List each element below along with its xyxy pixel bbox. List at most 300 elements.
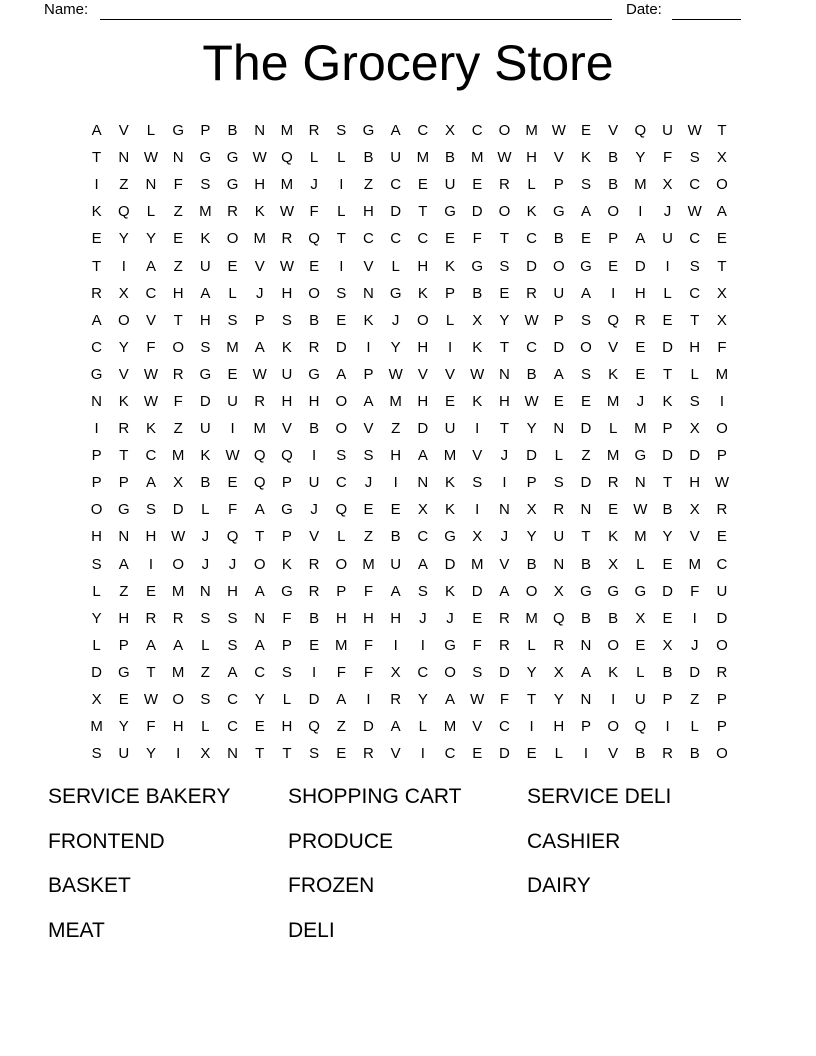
grid-letter: W bbox=[551, 122, 566, 140]
grid-letter: T bbox=[662, 474, 673, 492]
grid-letter: E bbox=[227, 474, 238, 492]
grid-letter: X bbox=[417, 501, 428, 519]
grid-letter: E bbox=[309, 257, 320, 275]
grid-letter: T bbox=[499, 230, 509, 248]
grid-letter: P bbox=[200, 122, 211, 140]
grid-letter: H bbox=[227, 582, 238, 600]
grid-letter: F bbox=[662, 149, 673, 167]
grid-letter: B bbox=[608, 609, 619, 627]
grid-letter: U bbox=[281, 365, 293, 383]
grid-letter: K bbox=[145, 420, 156, 438]
grid-letter: Z bbox=[173, 420, 183, 438]
grid-letter: N bbox=[498, 501, 510, 519]
grid-letter: K bbox=[472, 392, 483, 410]
grid-letter: R bbox=[308, 582, 320, 600]
grid-letter: D bbox=[335, 338, 347, 356]
grid-letter: O bbox=[525, 582, 538, 600]
grid-letter: A bbox=[91, 311, 102, 329]
grid-letter: G bbox=[580, 582, 592, 600]
grid-letter: X bbox=[635, 609, 646, 627]
grid-letter: X bbox=[662, 176, 673, 194]
grid-letter: K bbox=[363, 311, 374, 329]
grid-letter: I bbox=[230, 420, 235, 438]
grid-letter: A bbox=[254, 501, 265, 519]
grid-letter: X bbox=[118, 284, 129, 302]
word-list-column bbox=[48, 775, 230, 953]
grid-letter: T bbox=[527, 691, 537, 709]
grid-letter: V bbox=[309, 528, 320, 546]
grid-letter: C bbox=[417, 663, 429, 681]
grid-letter: R bbox=[662, 745, 673, 763]
grid-letter: V bbox=[254, 257, 265, 275]
grid-letter: Q bbox=[552, 609, 565, 627]
grid-letter: T bbox=[499, 338, 509, 356]
grid-letter: I bbox=[665, 718, 670, 736]
grid-letter: X bbox=[553, 582, 564, 600]
grid-letter: V bbox=[363, 420, 374, 438]
grid-letter: Y bbox=[118, 338, 129, 356]
grid-letter: P bbox=[716, 691, 727, 709]
grid-letter: H bbox=[417, 392, 429, 410]
grid-letter: P bbox=[608, 230, 619, 248]
grid-letter: P bbox=[336, 582, 347, 600]
grid-letter: T bbox=[92, 257, 102, 275]
grid-letter: J bbox=[419, 609, 427, 627]
grid-letter: Q bbox=[281, 447, 293, 465]
grid-letter: U bbox=[227, 392, 238, 410]
grid-letter: K bbox=[281, 555, 292, 573]
grid-letter: X bbox=[689, 420, 700, 438]
grid-letter: D bbox=[526, 257, 538, 275]
grid-letter: R bbox=[308, 555, 320, 573]
grid-letter: O bbox=[607, 636, 619, 654]
grid-letter: C bbox=[471, 122, 483, 140]
grid-letter: R bbox=[716, 663, 728, 681]
grid-letter: G bbox=[117, 501, 130, 519]
grid-letter: X bbox=[689, 501, 700, 519]
grid-letter: R bbox=[308, 122, 320, 140]
grid-letter: M bbox=[171, 447, 185, 465]
grid-letter: L bbox=[337, 203, 346, 221]
grid-letter: N bbox=[254, 122, 266, 140]
grid-letter: T bbox=[282, 745, 292, 763]
grid-letter: X bbox=[445, 122, 456, 140]
grid-letter: S bbox=[580, 311, 591, 329]
page-title: The Grocery Store bbox=[202, 35, 614, 91]
grid-letter: N bbox=[498, 365, 510, 383]
grid-letter: A bbox=[145, 257, 156, 275]
word-list-item: MEAT bbox=[48, 918, 105, 942]
grid-letter: J bbox=[500, 447, 509, 465]
grid-letter: H bbox=[526, 149, 538, 167]
grid-letter: G bbox=[226, 176, 239, 194]
grid-letter: Q bbox=[308, 230, 320, 248]
grid-letter: D bbox=[471, 203, 483, 221]
grid-letter: Q bbox=[634, 718, 647, 736]
grid-letter: G bbox=[471, 257, 484, 275]
grid-letter: D bbox=[526, 447, 538, 465]
grid-letter: Z bbox=[391, 420, 401, 438]
grid-letter: O bbox=[335, 555, 348, 573]
grid-letter: S bbox=[227, 609, 238, 627]
grid-letter: O bbox=[172, 555, 184, 573]
word-list-item: FROZEN bbox=[288, 874, 375, 898]
grid-letter: O bbox=[716, 745, 728, 763]
grid-letter: K bbox=[445, 257, 456, 275]
grid-letter: F bbox=[282, 609, 292, 627]
grid-letter: L bbox=[146, 203, 156, 221]
grid-letter: Z bbox=[363, 176, 374, 194]
grid-letter: E bbox=[662, 555, 673, 573]
grid-letter: I bbox=[312, 447, 317, 465]
grid-letter: G bbox=[444, 528, 456, 546]
grid-letter: F bbox=[363, 636, 374, 654]
grid-letter: S bbox=[417, 582, 428, 600]
grid-letter: D bbox=[417, 420, 429, 438]
grid-letter: X bbox=[173, 474, 184, 492]
grid-letter: C bbox=[363, 230, 374, 248]
grid-letter: O bbox=[498, 122, 511, 140]
grid-letter: F bbox=[363, 582, 374, 600]
grid-letter: P bbox=[118, 474, 129, 492]
grid-letter: P bbox=[281, 528, 292, 546]
grid-letter: S bbox=[227, 636, 238, 654]
grid-letter: J bbox=[446, 609, 454, 627]
grid-letter: P bbox=[118, 636, 129, 654]
grid-letter: A bbox=[390, 122, 401, 140]
grid-letter: R bbox=[498, 636, 510, 654]
grid-letter: Q bbox=[226, 528, 239, 546]
grid-letter: H bbox=[417, 338, 429, 356]
grid-letter: E bbox=[608, 501, 619, 519]
grid-letter: V bbox=[499, 555, 510, 573]
grid-letter: E bbox=[118, 691, 129, 709]
grid-letter: C bbox=[254, 663, 266, 681]
grid-letter: M bbox=[525, 122, 538, 140]
grid-letter: C bbox=[91, 338, 103, 356]
grid-letter: S bbox=[689, 392, 700, 410]
grid-letter: I bbox=[502, 474, 507, 492]
grid-letter: C bbox=[335, 474, 347, 492]
grid-letter: R bbox=[227, 203, 238, 221]
grid-letter: W bbox=[470, 365, 485, 383]
grid-letter: S bbox=[553, 474, 564, 492]
grid-letter: C bbox=[498, 718, 510, 736]
grid-letter: U bbox=[662, 230, 673, 248]
grid-letter: J bbox=[391, 311, 400, 329]
grid-letter: P bbox=[553, 176, 564, 194]
grid-letter: J bbox=[201, 555, 210, 573]
grid-letter: Y bbox=[390, 338, 401, 356]
grid-letter: J bbox=[690, 636, 699, 654]
grid-letter: R bbox=[607, 474, 619, 492]
grid-letter: H bbox=[689, 474, 701, 492]
grid-letter: R bbox=[553, 636, 565, 654]
grid-letter: M bbox=[335, 636, 348, 654]
grid-letter: V bbox=[118, 365, 129, 383]
grid-letter: E bbox=[472, 176, 483, 194]
grid-letter: S bbox=[580, 176, 591, 194]
grid-letter: B bbox=[580, 609, 591, 627]
grid-letter: F bbox=[363, 663, 374, 681]
grid-letter: D bbox=[363, 718, 374, 736]
grid-letter: L bbox=[201, 636, 210, 654]
grid-letter: M bbox=[634, 176, 647, 194]
grid-letter: L bbox=[554, 745, 563, 763]
grid-letter: L bbox=[391, 257, 400, 275]
grid-letter: X bbox=[472, 311, 483, 329]
grid-letter: I bbox=[339, 176, 344, 194]
grid-letter: A bbox=[580, 284, 591, 302]
grid-letter: S bbox=[336, 122, 347, 140]
grid-letter: D bbox=[444, 555, 456, 573]
grid-letter: Y bbox=[635, 149, 646, 167]
grid-letter: L bbox=[636, 555, 645, 573]
grid-letter: Y bbox=[145, 230, 156, 248]
grid-letter: F bbox=[173, 176, 183, 194]
grid-letter: C bbox=[417, 122, 429, 140]
grid-letter: M bbox=[90, 718, 103, 736]
grid-letter: F bbox=[146, 718, 156, 736]
grid-letter: J bbox=[500, 528, 509, 546]
grid-letter: P bbox=[281, 474, 292, 492]
grid-letter: N bbox=[553, 420, 565, 438]
grid-letter: H bbox=[281, 392, 293, 410]
grid-letter: I bbox=[94, 176, 99, 194]
grid-letter: R bbox=[498, 176, 510, 194]
grid-letter: I bbox=[475, 420, 480, 438]
grid-letter: N bbox=[199, 582, 211, 600]
grid-letter: B bbox=[580, 555, 591, 573]
grid-letter: I bbox=[447, 338, 453, 356]
grid-letter: G bbox=[634, 582, 647, 600]
grid-letter: M bbox=[634, 528, 647, 546]
grid-letter: N bbox=[580, 691, 592, 709]
grid-letter: I bbox=[420, 745, 425, 763]
grid-letter: Q bbox=[607, 311, 619, 329]
grid-letter: D bbox=[498, 663, 510, 681]
grid-letter: C bbox=[526, 338, 538, 356]
grid-letter: Z bbox=[173, 203, 183, 221]
grid-letter: M bbox=[280, 122, 294, 140]
word-list-column bbox=[288, 775, 461, 953]
grid-letter: L bbox=[690, 365, 699, 383]
grid-letter: T bbox=[92, 149, 102, 167]
grid-letter: I bbox=[339, 257, 344, 275]
grid-letter: R bbox=[308, 338, 320, 356]
grid-letter: U bbox=[634, 691, 646, 709]
grid-letter: C bbox=[227, 691, 238, 709]
grid-letter: K bbox=[445, 501, 456, 519]
grid-letter: A bbox=[716, 203, 727, 221]
grid-letter: T bbox=[499, 420, 509, 438]
grid-letter: A bbox=[145, 636, 156, 654]
grid-letter: W bbox=[388, 365, 403, 383]
grid-letter: I bbox=[665, 257, 670, 275]
grid-letter: H bbox=[553, 718, 565, 736]
grid-letter: S bbox=[363, 447, 374, 465]
grid-letter: V bbox=[472, 718, 483, 736]
grid-letter: H bbox=[417, 257, 429, 275]
grid-letter: T bbox=[690, 311, 700, 329]
grid-letter: S bbox=[336, 284, 347, 302]
grid-letter: C bbox=[689, 284, 701, 302]
grid-letter: P bbox=[716, 718, 727, 736]
grid-letter: Y bbox=[499, 311, 510, 329]
grid-letter: X bbox=[553, 663, 564, 681]
grid-letter: L bbox=[527, 176, 536, 194]
grid-letter: H bbox=[363, 609, 374, 627]
grid-letter: W bbox=[714, 474, 729, 492]
grid-letter: W bbox=[143, 365, 159, 383]
grid-letter: G bbox=[362, 122, 375, 140]
grid-letter: O bbox=[580, 338, 592, 356]
grid-letter: N bbox=[172, 149, 184, 167]
grid-letter: W bbox=[252, 149, 267, 167]
grid-letter: S bbox=[91, 555, 102, 573]
grid-letter: D bbox=[471, 582, 483, 600]
grid-letter: E bbox=[580, 230, 591, 248]
grid-letter: G bbox=[308, 365, 320, 383]
grid-letter: B bbox=[553, 230, 564, 248]
grid-letter: M bbox=[416, 149, 430, 167]
grid-letter: O bbox=[172, 691, 184, 709]
grid-letter: N bbox=[417, 474, 429, 492]
grid-letter: R bbox=[498, 609, 510, 627]
grid-letter: G bbox=[444, 636, 456, 654]
grid-letter: E bbox=[417, 176, 428, 194]
grid-letter: B bbox=[363, 149, 374, 167]
grid-letter: Q bbox=[281, 149, 293, 167]
grid-letter: R bbox=[91, 284, 103, 302]
grid-letter: G bbox=[172, 122, 184, 140]
grid-letter: D bbox=[553, 338, 565, 356]
grid-letter: F bbox=[146, 338, 156, 356]
grid-letter: G bbox=[281, 582, 293, 600]
grid-letter: A bbox=[91, 122, 102, 140]
grid-letter: E bbox=[336, 311, 347, 329]
grid-letter: H bbox=[172, 718, 184, 736]
grid-letter: X bbox=[716, 149, 727, 167]
grid-letter: C bbox=[390, 230, 402, 248]
grid-letter: D bbox=[689, 447, 701, 465]
grid-letter: B bbox=[309, 609, 320, 627]
grid-letter: Y bbox=[526, 420, 537, 438]
grid-letter: V bbox=[689, 528, 700, 546]
grid-letter: V bbox=[417, 365, 428, 383]
grid-letter: C bbox=[417, 528, 429, 546]
grid-letter: Y bbox=[526, 663, 537, 681]
grid-letter: I bbox=[692, 609, 697, 627]
grid-letter: Z bbox=[581, 447, 591, 465]
grid-letter: U bbox=[662, 122, 673, 140]
grid-letter: H bbox=[199, 311, 211, 329]
grid-letter: M bbox=[606, 447, 620, 465]
grid-letter: J bbox=[636, 392, 645, 410]
grid-letter: Y bbox=[417, 691, 428, 709]
grid-letter: D bbox=[716, 609, 728, 627]
grid-letter: M bbox=[362, 555, 375, 573]
grid-letter: P bbox=[91, 447, 102, 465]
grid-letter: L bbox=[636, 663, 645, 681]
grid-letter: C bbox=[227, 718, 238, 736]
grid-letter: Y bbox=[145, 745, 156, 763]
grid-letter: S bbox=[689, 149, 700, 167]
grid-letter: H bbox=[254, 176, 266, 194]
grid-letter: D bbox=[662, 338, 673, 356]
grid-letter: L bbox=[282, 691, 292, 709]
grid-letter: E bbox=[145, 582, 156, 600]
grid-letter: M bbox=[280, 176, 294, 194]
grid-letter: R bbox=[281, 230, 293, 248]
grid-letter: V bbox=[553, 149, 564, 167]
grid-letter: W bbox=[524, 392, 539, 410]
word-list-item: SERVICE BAKERY bbox=[48, 785, 231, 809]
grid-letter: I bbox=[393, 474, 398, 492]
grid-letter: F bbox=[309, 203, 319, 221]
grid-letter: O bbox=[335, 392, 348, 410]
grid-letter: X bbox=[390, 663, 401, 681]
grid-letter: R bbox=[363, 745, 374, 763]
grid-letter: A bbox=[145, 474, 156, 492]
grid-letter: Z bbox=[173, 257, 183, 275]
grid-letter: E bbox=[254, 718, 265, 736]
grid-letter: E bbox=[662, 311, 673, 329]
grid-letter: L bbox=[663, 284, 672, 302]
grid-letter: P bbox=[553, 311, 564, 329]
grid-letter: V bbox=[145, 311, 156, 329]
grid-letter: U bbox=[553, 284, 565, 302]
grid-letter: F bbox=[173, 392, 183, 410]
grid-letter: F bbox=[472, 636, 482, 654]
grid-letter: U bbox=[716, 582, 728, 600]
grid-letter: Z bbox=[119, 176, 129, 194]
grid-letter: E bbox=[390, 501, 401, 519]
grid-letter: V bbox=[608, 745, 619, 763]
grid-letter: D bbox=[308, 691, 320, 709]
grid-letter: F bbox=[690, 582, 700, 600]
grid-letter: O bbox=[552, 257, 565, 275]
grid-letter: D bbox=[689, 663, 701, 681]
grid-letter: V bbox=[118, 122, 129, 140]
grid-letter: K bbox=[200, 230, 211, 248]
date-label: Date: bbox=[626, 1, 662, 18]
grid-letter: C bbox=[145, 284, 157, 302]
grid-letter: J bbox=[228, 555, 237, 573]
grid-letter: Y bbox=[118, 230, 129, 248]
grid-letter: G bbox=[117, 663, 130, 681]
grid-letter: L bbox=[554, 447, 563, 465]
grid-letter: G bbox=[580, 257, 592, 275]
word-list-item: SHOPPING CART bbox=[288, 785, 462, 809]
grid-letter: E bbox=[445, 230, 456, 248]
grid-letter: W bbox=[143, 392, 159, 410]
grid-letter: A bbox=[445, 691, 456, 709]
grid-letter: M bbox=[226, 338, 239, 356]
grid-letter: S bbox=[200, 609, 211, 627]
grid-letter: B bbox=[472, 284, 483, 302]
grid-letter: A bbox=[227, 663, 238, 681]
grid-letter: I bbox=[611, 691, 616, 709]
grid-letter: S bbox=[227, 311, 238, 329]
grid-letter: D bbox=[199, 392, 211, 410]
grid-letter: H bbox=[172, 284, 184, 302]
grid-letter: L bbox=[146, 122, 156, 140]
grid-letter: G bbox=[226, 149, 239, 167]
grid-letter: P bbox=[580, 718, 591, 736]
word-list-column bbox=[527, 775, 671, 909]
grid-letter: E bbox=[608, 257, 619, 275]
